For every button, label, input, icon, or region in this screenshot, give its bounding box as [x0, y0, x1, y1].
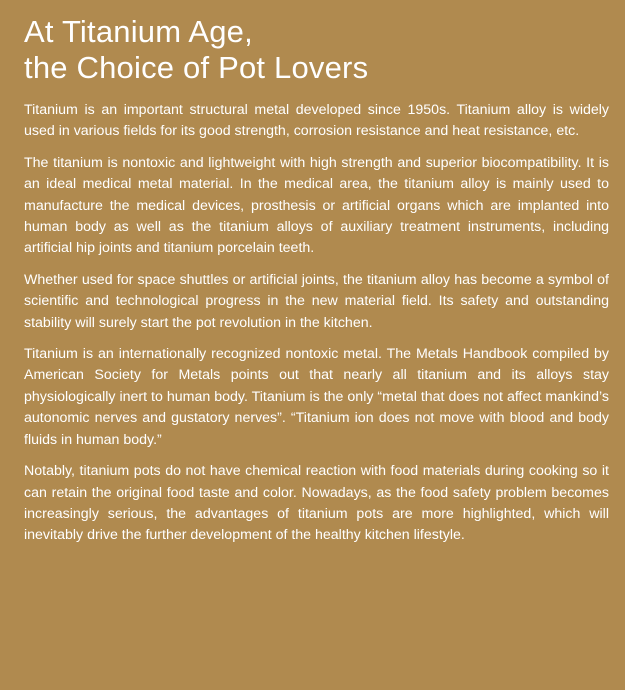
heading-line-2: the Choice of Pot Lovers [24, 50, 369, 85]
paragraph-progress-symbol: Whether used for space shuttles or artificial joints, the titanium alloy has become a symbol of scientific and technological progress in the new material field. Its safety and outstanding stability will surely start the pot revolution in the kitchen. [24, 271, 609, 331]
paragraph-titanium-intro: Titanium is an important structural metal developed since 1950s. Titanium alloy is widely used in various fields for its good strength, corrosion resistance and heat resistance, etc. [24, 102, 609, 140]
article-heading [24, 14, 609, 86]
paragraph-nontoxic-metal: Titanium is an internationally recognized nontoxic metal. The Metals Handbook compiled by American Society for Metals points out that nearly all titanium and its alloys stay physiologically inert to human body. Titanium is the only “metal that does not affect mankind’s autonomic nerves and gustatory nerves”. “Titanium ion does not move with blood and body fluids in human body.” [24, 346, 609, 448]
heading-line-1: At Titanium Age, [24, 14, 253, 49]
paragraph-titanium-pots: Notably, titanium pots do not have chemical reaction with food materials during cooking so it can retain the original food taste and color. Nowadays, as the food safety problem becomes increasingly serious, the advantages of titanium pots are more highlighted, which will inevitably drive the further development of the healthy kitchen lifestyle. [24, 463, 609, 544]
paragraph-medical-use: The titanium is nontoxic and lightweight with high strength and superior biocompatibility. It is an ideal medical metal material. In the medical area, the titanium alloy is mainly used to manufacture the medical devices, prosthesis or artificial organs which are implanted into human body as well as the titanium alloys of auxiliary treatment instruments, including artificial hip joints and titanium porcelain teeth. [24, 154, 609, 257]
